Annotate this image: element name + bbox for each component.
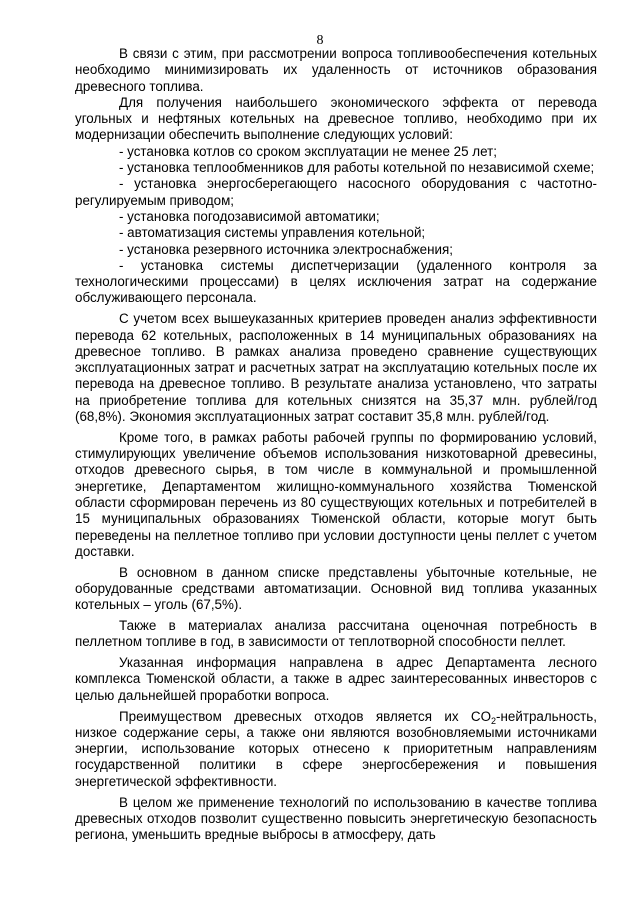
conditions-list (75, 144, 597, 307)
paragraph-9: В целом же применение технологий по использованию в качестве топлива древесных отходов позволит существенно повысить энергетическую безопасность региона, уменьшить вредные выбросы в атмосферу, дать (75, 794, 597, 843)
condition-item: - установка котлов со сроком эксплуатации не менее 25 лет; (119, 143, 497, 159)
paragraph-8-start: Преимуществом древесных отходов является их CO (119, 708, 492, 724)
condition-item: - установка системы диспетчеризации (удаленного контроля за технологическими процессами) в целях исключения затрат на содержание обслуживающего персонала. (75, 257, 597, 306)
paragraph-8 (75, 709, 597, 790)
paragraph-2: Для получения наибольшего экономического эффекта от перевода угольных и нефтяных котельных на древесное топливо, необходимо при их модернизации обеспечить выполнение следующих условий: (75, 94, 597, 143)
condition-item: - автоматизация системы управления котельной; (119, 225, 426, 241)
body-text (75, 46, 597, 843)
paragraph-7: Указанная информация направлена в адрес Департамента лесного комплекса Тюменской области, а также в адрес заинтересованных инвесторов с целью дальнейшей проработки вопроса. (75, 655, 597, 703)
condition-item: - установка резервного источника электроснабжения; (119, 241, 453, 257)
paragraph-8-end: -нейтральность, низкое содержание серы, а также они являются возобновляемыми источниками энергии, использование которых отнесено к приоритетным направлениям государственной политики в сфере энергосбережения и повышения энергетической эффективности. (75, 708, 597, 789)
condition-item: - установка теплообменников для работы котельной по независимой схеме; (119, 160, 595, 176)
condition-item: - установка энергосберегающего насосного оборудования с частотно-регулируемым приводом; (75, 176, 597, 208)
page-number: 8 (316, 33, 324, 48)
paragraph-4: Кроме того, в рамках работы рабочей группы по формированию условий, стимулирующих увеличение объемов использования низкотоварной древесины, отходов древесного сырья, в том числе в коммунальной и промышленной энергетике, Департаментом жилищно-коммунального хозяйства Тюменской области сформирован перечень из 80 существующих котельных и потребителей в 15 муниципальных образованиях Тюменской области, которые могут быть переведены на пеллетное топливо при условии доступности цены пеллет с учетом доставки. (75, 429, 597, 559)
paragraph-1: В связи с этим, при рассмотрении вопроса топливообеспечения котельных необходимо минимизировать их удаленность от источников образования древесного топлива. (75, 46, 597, 94)
paragraph-6: Также в материалах анализа рассчитана оценочная потребность в пеллетном топливе в год, в зависимости от теплотворной способности пеллет. (75, 618, 597, 650)
paragraph-3: С учетом всех вышеуказанных критериев проведен анализ эффективности перевода 62 котельных, расположенных в 14 муниципальных образованиях на древесное топливо. В рамках анализа проведено сравнение существующих эксплуатационных затрат и расчетных затрат на эксплуатацию котельных после их перевода на древесное топливо. В результате анализа установлено, что затраты на приобретение топлива для котельных снизятся на 35,37 млн. рублей/год (68,8%). Экономия эксплуатационных затрат составит 35,8 млн. рублей/год. (75, 311, 597, 425)
condition-item: - установка погодозависимой автоматики; (119, 208, 380, 224)
co2-subscript: 2 (491, 715, 497, 726)
paragraph-5: В основном в данном списке представлены убыточные котельные, не оборудованные средствами автоматизации. Основной вид топлива указанных котельных – уголь (67,5%). (75, 564, 597, 613)
